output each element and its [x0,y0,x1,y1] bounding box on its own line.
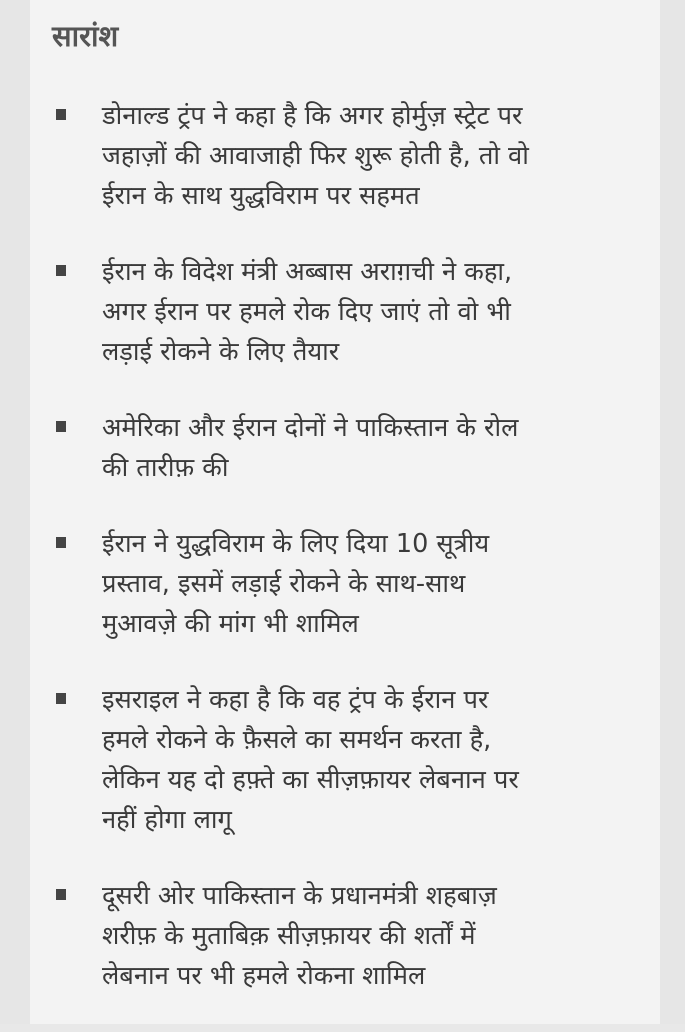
list-item-text: दूसरी ओर पाकिस्तान के प्रधानमंत्री शहबाज़ शरीफ़ के मुताबिक़ सीज़फ़ायर की शर्तों में लेबनान पर भी हमले रोकना शामिल [102,881,497,991]
list-item-text: ईरान ने युद्धविराम के लिए दिया 10 सूत्रीय प्रस्ताव, इसमें लड़ाई रोकने के साथ-साथ मुआवज़े की मांग भी शामिल [102,529,490,639]
summary-title: सारांश [52,19,119,53]
square-bullet-icon [56,109,66,120]
list-item [30,524,660,644]
square-bullet-icon [56,537,66,548]
list-item-text: इसराइल ने कहा है कि वह ट्रंप के ईरान पर हमले रोकने के फ़ैसले का समर्थन करता है, लेकिन यह दो हफ़्ते का सीज़फ़ायर लेबनान पर नहीं होगा लागू [102,685,519,835]
list-item [30,408,660,488]
square-bullet-icon [56,889,66,900]
list-item-text: अमेरिका और ईरान दोनों ने पाकिस्तान के रोल की तारीफ़ की [102,413,519,483]
summary-list [30,96,660,1032]
summary-card [30,0,660,1024]
square-bullet-icon [56,693,66,704]
square-bullet-icon [56,265,66,276]
list-item-text: डोनाल्ड ट्रंप ने कहा है कि अगर होर्मुज़ स्ट्रेट पर जहाज़ों की आवाजाही फिर शुरू होती है, तो वो ईरान के साथ युद्धविराम पर सहमत [102,101,529,211]
list-item [30,252,660,372]
list-item [30,96,660,216]
list-item [30,876,660,996]
list-item [30,680,660,840]
square-bullet-icon [56,421,66,432]
list-item-text: ईरान के विदेश मंत्री अब्बास अराग़ची ने कहा, अगर ईरान पर हमले रोक दिए जाएं तो वो भी लड़ाई रोकने के लिए तैयार [102,257,513,367]
